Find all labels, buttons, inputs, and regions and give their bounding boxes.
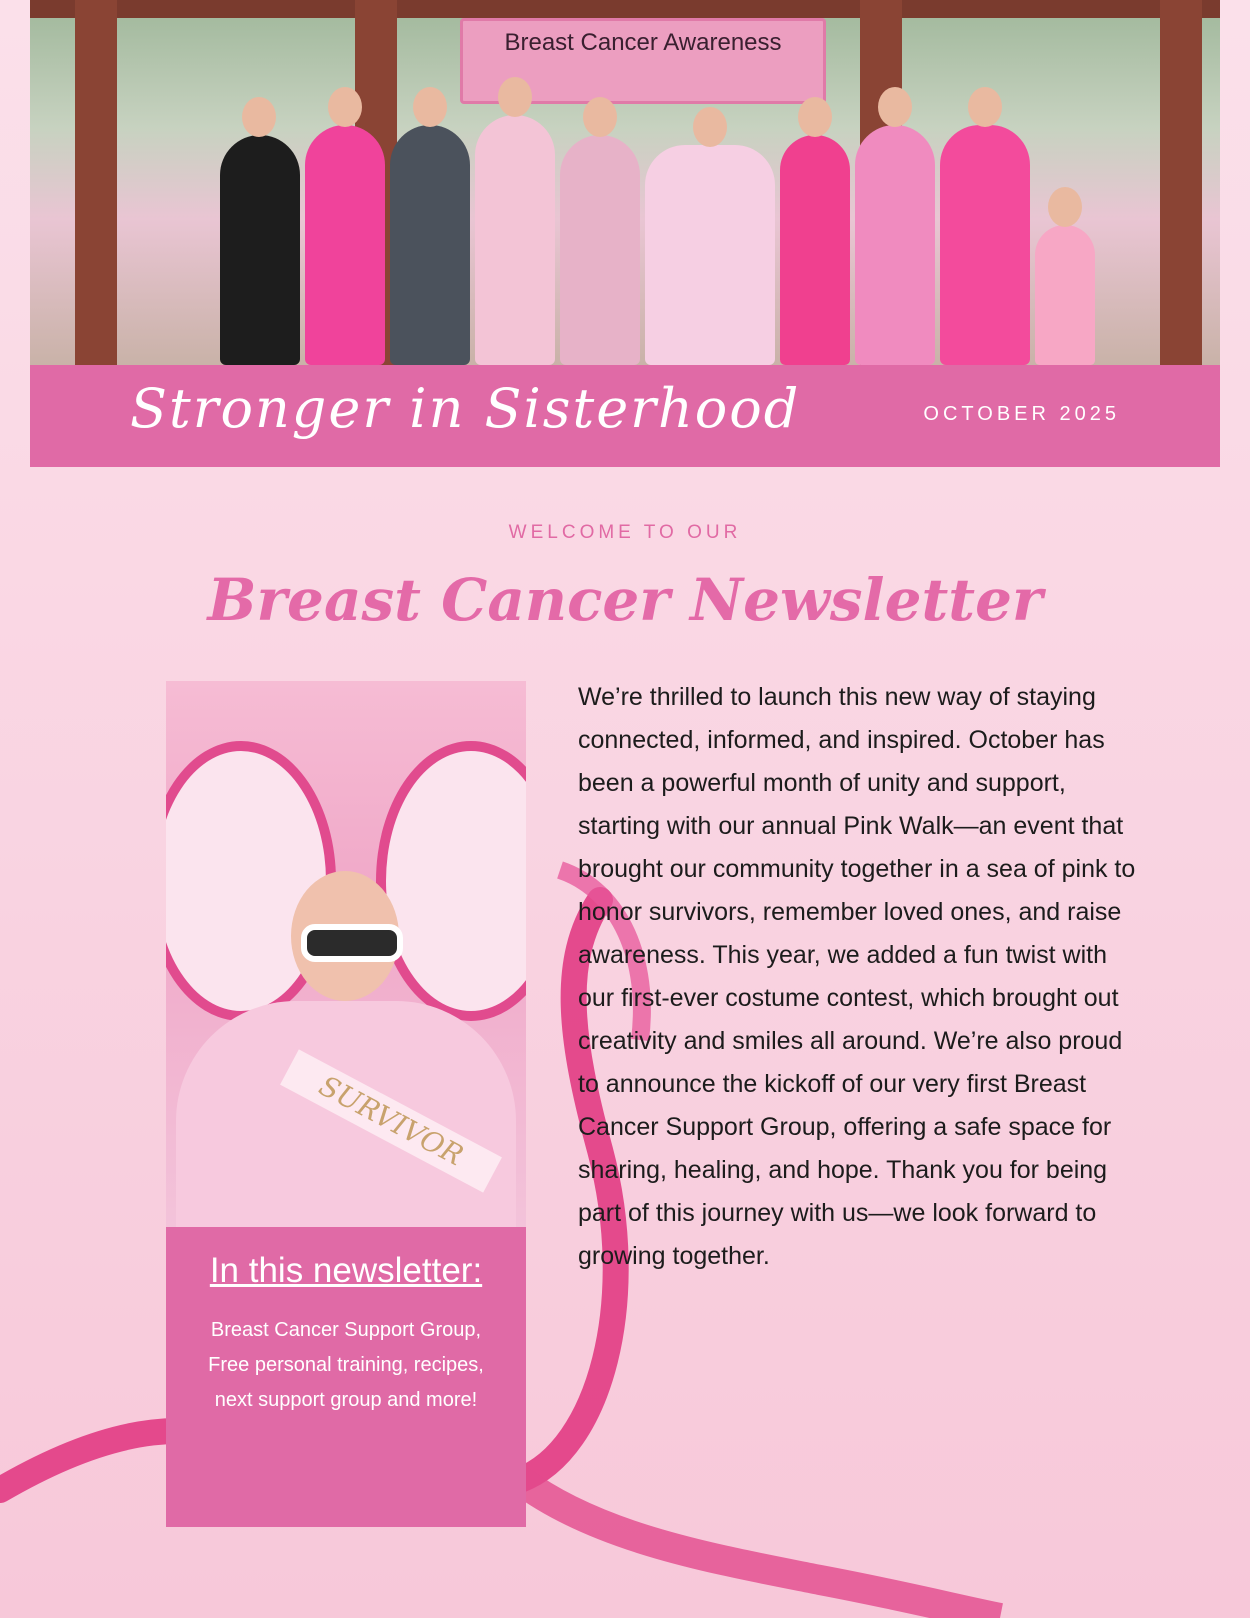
awareness-banner-sign: Breast Cancer Awareness (460, 18, 826, 104)
in-this-newsletter-box (166, 1227, 526, 1527)
pergola-beam (30, 0, 1220, 18)
contents-summary: Breast Cancer Support Group, Free personal training, recipes, next support group and more! (208, 1319, 484, 1411)
group-of-people (220, 75, 1110, 365)
intro-paragraph: We’re thrilled to launch this new way of staying connected, informed, and inspired. October has been a powerful month of unity and support, starting with our annual Pink Walk—an event that brought our community together in a sea of pink to honor survivors, remember loved ones, and raise awareness. This year, we added a fun twist with our first-ever costume contest, which brought out creativity and smiles all around. We’re also proud to announce the kickoff of our very first Breast Cancer Support Group, offering a safe space for sharing, healing, and hope. Thank you for being part of this journey with us—we look forward to growing together. (578, 683, 1136, 1270)
pergola-pillar (1160, 0, 1202, 365)
survivor-portrait-photo (166, 681, 526, 1227)
contents-heading: In this newsletter: (209, 1251, 483, 1290)
butterfly-wing-right (376, 741, 526, 1021)
header-title-bar (30, 365, 1220, 467)
sunglasses (301, 924, 403, 962)
welcome-subheading: WELCOME TO OUR (508, 522, 742, 543)
survivor-sash: SURVIVOR (280, 1049, 502, 1192)
page-title: Breast Cancer Newsletter (207, 566, 1043, 634)
issue-date: OCTOBER 2025 (923, 403, 1120, 425)
pergola-pillar (75, 0, 117, 365)
hero-group-photo (30, 0, 1220, 365)
newsletter-script-title: Stronger in Sisterhood (130, 377, 801, 440)
